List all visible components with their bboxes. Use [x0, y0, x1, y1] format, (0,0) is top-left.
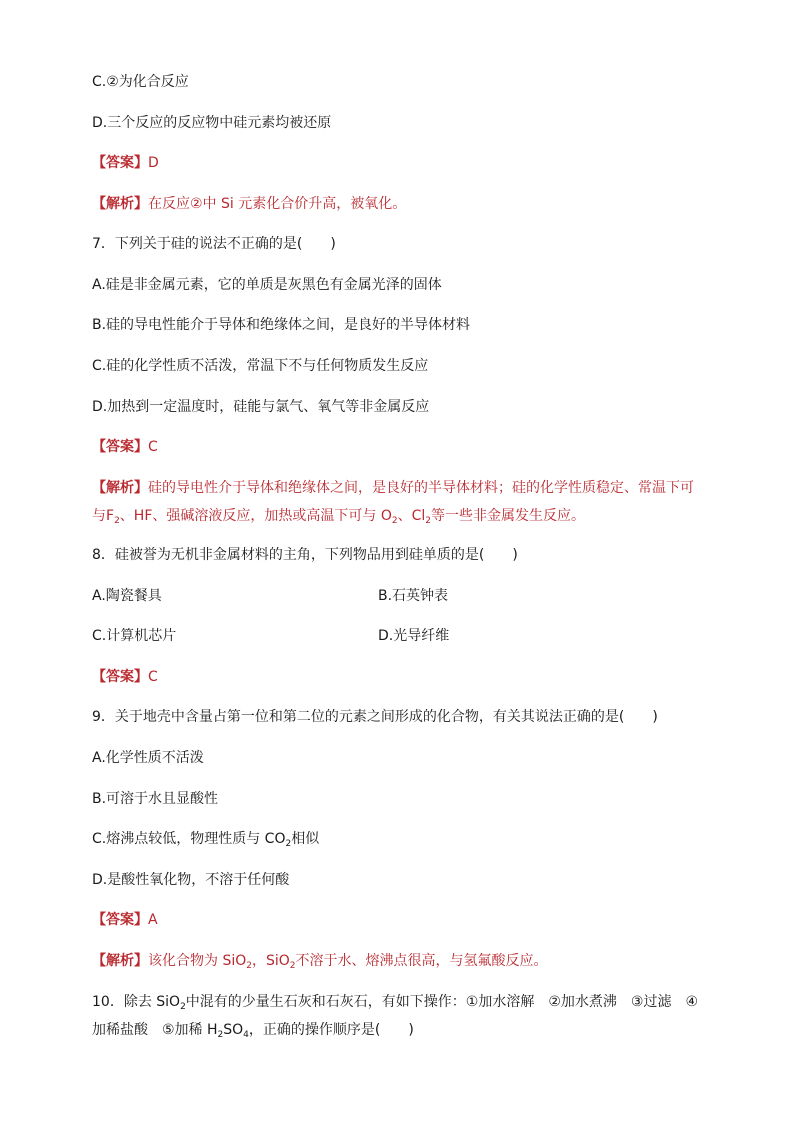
q10-stem-line1	[92, 992, 698, 1012]
analysis-label: 【解析】	[92, 196, 148, 212]
analysis-text: 硅的导电性介于导体和绝缘体之间，是良好的半导体材料；硅的化学性质稳定、常温下可	[148, 480, 694, 496]
q7-analysis-line1	[92, 478, 694, 498]
answer-label: 【答案】	[92, 912, 148, 928]
q9-option-b: B.可溶于水且显酸性	[92, 791, 219, 807]
answer-value: C	[148, 439, 158, 455]
stem-text: 加稀盐酸 ⑤加稀 H	[92, 1022, 218, 1038]
q9-option-d: D.是酸性氧化物，不溶于任何酸	[92, 872, 290, 888]
option-text: 相似	[291, 831, 320, 847]
q9-stem: 9．关于地壳中含量占第一位和第二位的元素之间形成的化合物，有关其说法正确的是( )	[92, 709, 658, 725]
subscript: 4	[243, 1030, 249, 1040]
q9-option-a: A.化学性质不活泼	[92, 750, 204, 766]
analysis-text: ，SiO	[251, 953, 290, 969]
subscript: 2	[285, 839, 292, 849]
option-text: C.熔沸点较低，物理性质与 CO	[92, 831, 286, 847]
stem-text: SO	[223, 1022, 244, 1038]
analysis-label: 【解析】	[92, 480, 148, 496]
answer-value: D	[148, 155, 159, 171]
answer-label: 【答案】	[92, 669, 148, 685]
q8-stem: 8．硅被誉为无机非金属材料的主角，下列物品用到硅单质的是( )	[92, 547, 518, 563]
q9-analysis	[92, 951, 548, 971]
q9-answer	[92, 910, 158, 930]
subscript: 2	[246, 961, 252, 971]
q8-option-a: A.陶瓷餐具	[92, 588, 162, 604]
subscript: 2	[180, 1002, 186, 1012]
subscript: 2	[217, 1030, 224, 1040]
analysis-text: 、Cl	[397, 508, 426, 524]
answer-value: C	[148, 669, 158, 685]
q7-option-a: A.硅是非金属元素，它的单质是灰黑色有金属光泽的固体	[92, 277, 442, 293]
q8-option-c: C.计算机芯片	[92, 628, 177, 644]
analysis-text: 等一些非金属发生反应。	[431, 508, 585, 524]
q7-option-b: B.硅的导电性能介于导体和绝缘体之间，是良好的半导体材料	[92, 317, 471, 333]
subscript: 2	[114, 516, 120, 526]
q7-analysis-line2	[92, 506, 585, 526]
stem-text: 中混有的少量生石灰和石灰石，有如下操作：①加水溶解 ②加水煮沸 ③过滤 ④	[185, 994, 698, 1010]
q8-option-d: D.光导纤维	[378, 628, 450, 644]
analysis-label: 【解析】	[92, 953, 148, 969]
q6-answer	[92, 153, 159, 173]
analysis-text: 、HF、强碱溶液反应，加热或高温下可与 O	[119, 508, 392, 524]
q6-analysis	[92, 194, 406, 214]
analysis-text: 不溶于水、熔沸点很高，与氢氟酸反应。	[295, 953, 548, 969]
q6-option-d: D.三个反应的反应物中硅元素均被还原	[92, 115, 332, 131]
q7-option-c: C.硅的化学性质不活泼，常温下不与任何物质发生反应	[92, 358, 429, 374]
answer-value: A	[148, 912, 158, 928]
answer-label: 【答案】	[92, 155, 148, 171]
q8-answer	[92, 667, 158, 687]
q7-answer	[92, 437, 158, 457]
subscript: 2	[289, 961, 296, 971]
q10-stem-line2	[92, 1020, 414, 1040]
analysis-text: 该化合物为 SiO	[148, 953, 247, 969]
subscript: 2	[391, 516, 398, 526]
q9-option-c	[92, 829, 319, 849]
q7-option-d: D.加热到一定温度时，硅能与氯气、氧气等非金属反应	[92, 399, 430, 415]
answer-label: 【答案】	[92, 439, 148, 455]
q7-stem: 7．下列关于硅的说法不正确的是( )	[92, 236, 336, 252]
q6-option-c: C.②为化合反应	[92, 74, 189, 90]
analysis-text: 与F	[92, 508, 115, 524]
subscript: 2	[425, 516, 431, 526]
stem-text: 10．除去 SiO	[92, 994, 181, 1010]
stem-text: ，正确的操作顺序是( )	[248, 1022, 414, 1038]
analysis-text: 在反应②中 Si 元素化合价升高，被氧化。	[148, 196, 407, 212]
q8-option-b: B.石英钟表	[378, 588, 449, 604]
